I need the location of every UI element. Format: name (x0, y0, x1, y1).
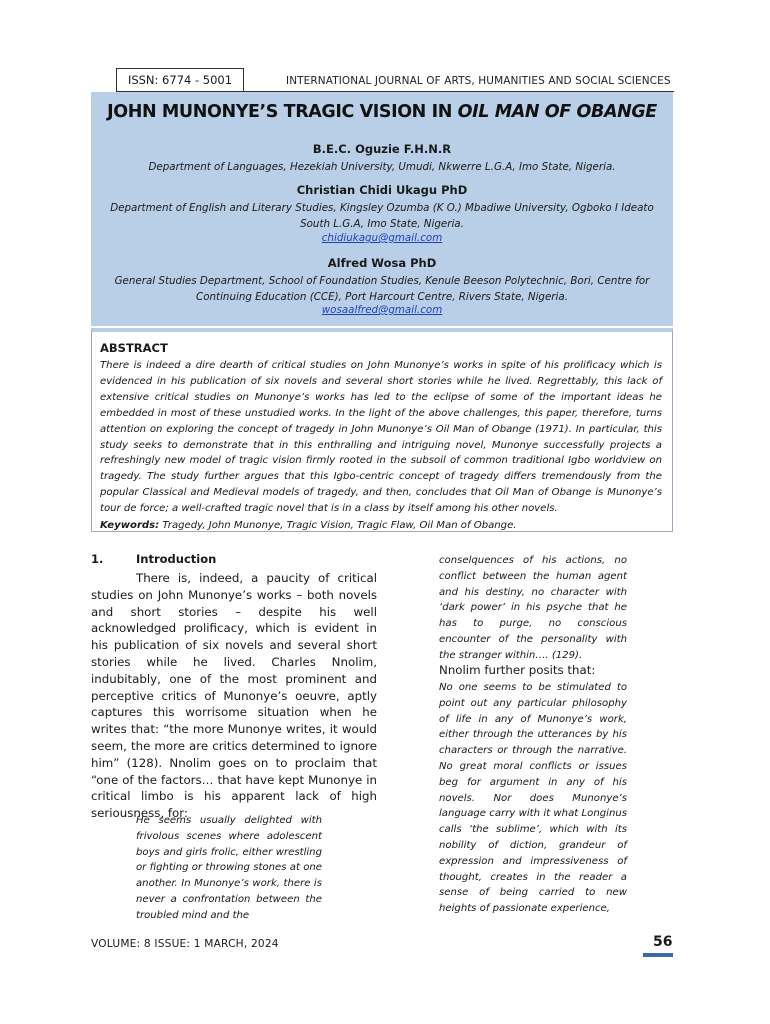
journal-name: INTERNATIONAL JOURNAL OF ARTS, HUMANITIES AND SOCIAL SCIENCES (286, 75, 671, 87)
section-number: 1. (91, 552, 104, 566)
abstract-text (100, 358, 662, 534)
title-prefix: JOHN MUNONYE’S TRAGIC VISION IN (107, 102, 458, 122)
section-title: Introduction (136, 552, 217, 566)
page-number-bar (643, 953, 673, 957)
keywords-label: Keywords: (100, 520, 160, 532)
author-name-3: Alfred Wosa PhD (327, 256, 437, 270)
abstract-box (91, 328, 673, 532)
author-affiliation-2: Department of English and Literary Studies, Kingsley Ozumba (K O.) Mbadiwe University, Ogboko I Ideato South L.G.A, Imo State, Nigeria. (110, 202, 654, 230)
page-number: 56 (653, 934, 673, 950)
author-affiliation-3: General Studies Department, School of Foundation Studies, Kenule Beeson Polytechnic, Bori, Centre for Continuing Education (CCE), Port Harcourt Centre, Rivers State, Nigeria. (114, 275, 650, 303)
author-email-3[interactable]: wosaalfred@gmail.com (321, 304, 443, 316)
block-quote-left: He seems usually delighted with frivolous scenes where adolescent boys and girls frolic, either wrestling or fighting or throwing stones at one another. In Munonye’s work, there is never a confrontation between the troubled mind and the (136, 815, 322, 921)
block-quote-right: No one seems to be stimulated to point out any particular philosophy of life in any of Munonye’s work, either through the utterances by his characters or through the narrative. No great moral conflicts or issues beg for argument in any of his novels. Nor does Munonye’s language carry with it what Longinus calls ‘the sublime’, which with its nobility of diction, grandeur of expression and impressiveness of thought, creates in the reader a sense of being carried to new heights of passionate experience, (439, 682, 627, 915)
footer-volume: VOLUME: 8 ISSUE: 1 MARCH, 2024 (91, 938, 279, 950)
keywords-list: Tragedy, John Munonye, Tragic Vision, Tragic Flaw, Oil Man of Obange. (159, 520, 517, 532)
intro-paragraph: There is, indeed, a paucity of critical studies on John Munonye’s works – both novels and short stories – despite his well acknowledged prolificacy, which is evident in his publication of six novels and several short stories while he lived. Charles Nnolim, indubitably, one of the most prominent and perceptive critics of Munonye’s oeuvre, aptly captures this worrisome situation when he writes that: “the more Munonye writes, it would seem, the more are critics determined to ignore him” (128). Nnolim goes on to proclaim that “one of the factors… that have kept Munonye in critical limbo is his apparent lack of high seriousness, for: (91, 571, 377, 821)
title-italic: OIL MAN OF OBANGE (457, 102, 657, 122)
issn-label: ISSN: 6774 - 5001 (116, 68, 244, 92)
abstract-body: There is indeed a dire dearth of critical studies on John Munonye’s works in spite of his prolificacy which is evidenced in his publication of six novels and several short stories while he lived. Regrettably, this lack of extensive critical studies on Munonye’s works has led to the eclipse of some of the important ideas he embedded in most of these unstudied works. In the light of the above challenges, this paper, therefore, turns attention on exploring the concept of tragedy in John Munonye’s Oil Man of Obange (1971). In particular, this study seeks to demonstrate that in this enthralling and intriguing novel, Munonye successfully projects a refreshingly new model of tragic vision firmly rooted in the subsoil of common traditional Igbo worldview on tragedy. The study further argues that this Igbo-centric concept of tragedy differs tremendously from the popular Classical and Medieval models of tragedy, and then, concludes that Oil Man of Obange is Munonye’s tour de force; a well-crafted tragic novel that is in a class by itself among his other novels. (100, 360, 662, 515)
title-block (91, 92, 673, 326)
abstract-heading: ABSTRACT (100, 341, 168, 355)
author-email-2[interactable]: chidiukagu@gmail.com (321, 232, 443, 244)
right-paragraph: Nnolim further posits that: (439, 663, 596, 677)
block-quote-right-continued: conselquences of his actions, no conflict between the human agent and his destiny, no character with ‘dark power’ in his psyche that he has to purge, no conscious encounter of the personality with the stranger within…. (129). (439, 555, 627, 661)
author-name-2: Christian Chidi Ukagu PhD (296, 183, 468, 197)
author-name-1: B.E.C. Oguzie F.H.N.R (312, 142, 452, 156)
paper-title (91, 102, 673, 122)
author-affiliation-1: Department of Languages, Hezekiah University, Umudi, Nkwerre L.G.A, Imo State, Nigeria. (148, 161, 616, 173)
keywords-line (100, 518, 662, 534)
